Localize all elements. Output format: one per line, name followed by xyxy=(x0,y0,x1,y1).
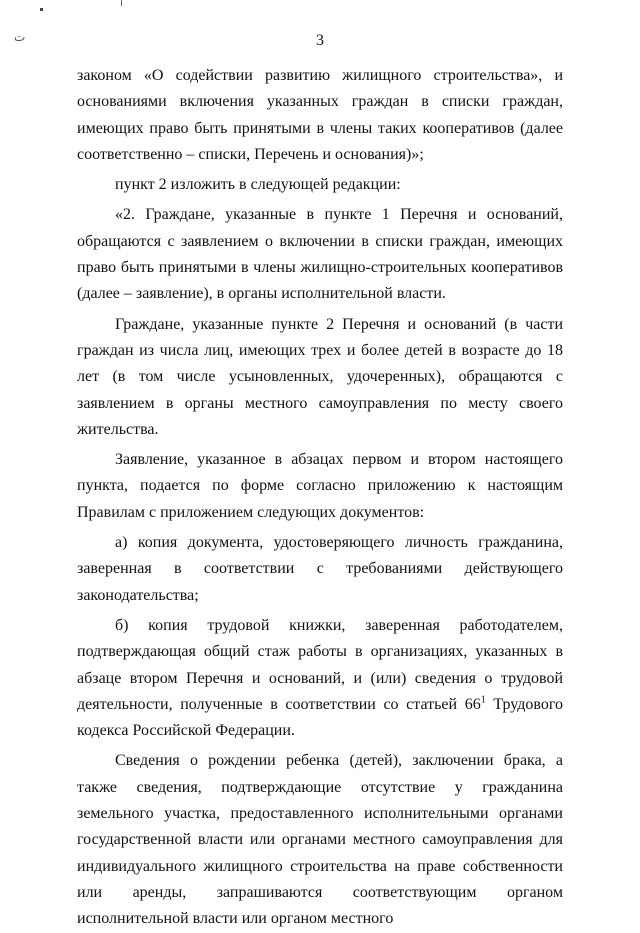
paragraph: законом «О содействии развитию жилищного строительства», и основаниями включения указанных граждан в списки граждан, имеющих право быть принятыми в члены таких кооперативов (далее соответственно – списки, Перечень и основания)»; xyxy=(77,67,563,163)
paragraph: Сведения о рождении ребенка (детей), заключении брака, а также сведения, подтверждающие отсутствие у гражданина земельного участка, предоставленного исполнительными органами государственной власти или органами местного самоуправления для индивидуального жилищного строительства на праве собственности или аренды, запрашиваются соответствующим органом исполнительной власти или органом местного xyxy=(77,752,563,928)
paragraph: «2. Граждане, указанные в пункте 1 Перечня и оснований, обращаются с заявлением о включении в списки граждан, имеющих право быть принятыми в члены жилищно-строительных кооперативов (далее – заявление), в органы исполнительной власти. xyxy=(77,206,563,303)
page-number: 3 xyxy=(316,32,324,49)
paragraph: пункт 2 изложить в следующей редакции: xyxy=(115,176,401,194)
superscript: 1 xyxy=(480,694,486,706)
list-item-text-cont: Трудового кодекса Российской Федерации. xyxy=(77,695,564,740)
scan-dot xyxy=(40,8,43,11)
list-item: а) копия документа, удостоверяющего личность гражданина, заверенная в соответствии с требованиями действующего законодательства; xyxy=(77,534,563,604)
corner-mark: ت xyxy=(14,30,26,44)
paragraph: Граждане, указанные пункте 2 Перечня и оснований (в части граждан из числа лиц, имеющих трех и более детей в возрасте до 18 лет (в том числе усыновленных, удочеренных), обращаются с заявлением в органы местного самоуправления по месту своего жительства. xyxy=(77,315,563,438)
document-body xyxy=(77,63,563,933)
list-item xyxy=(77,613,563,744)
list-item-text: б) копия трудовой книжки, заверенная работодателем, подтверждающая общий стаж работы в организациях, указанных в абзаце втором Перечня и оснований, и (или) сведения о трудовой деятельности, полученные в соответствии со статьей 66 xyxy=(77,616,563,713)
scan-mark xyxy=(121,0,122,6)
paragraph: Заявление, указанное в абзацах первом и втором настоящего пункта, подается по форме согласно приложению к настоящим Правилам с приложением следующих документов: xyxy=(77,451,563,521)
